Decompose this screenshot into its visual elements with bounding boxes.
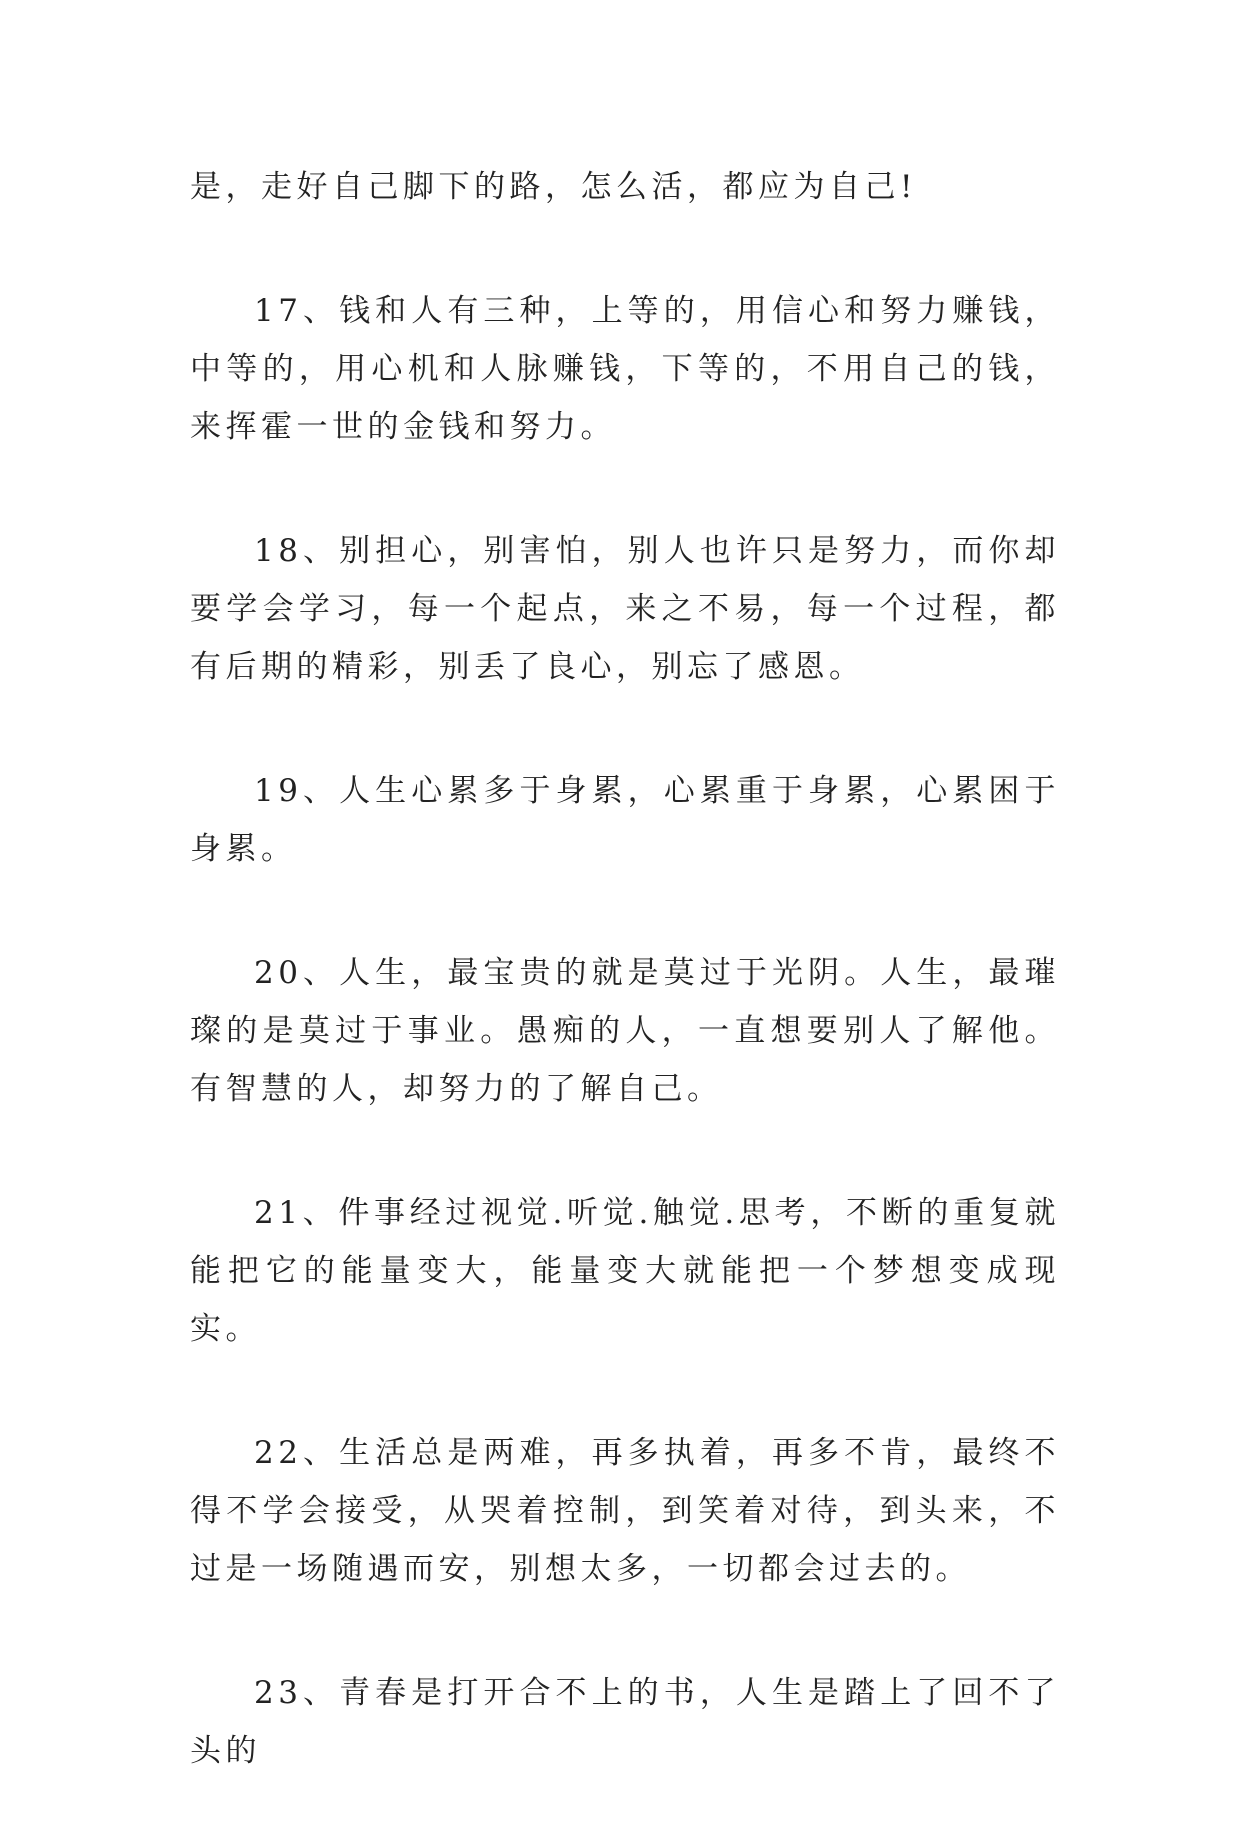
paragraph-21: 21、件事经过视觉.听觉.触觉.思考，不断的重复就能把它的能量变大，能量变大就能把一个梦想变成现实。: [190, 1195, 1060, 1347]
paragraph-17: 17、钱和人有三种，上等的，用信心和努力赚钱，中等的，用心机和人脉赚钱，下等的，不用自己的钱，来挥霍一世的金钱和努力。: [190, 293, 1060, 445]
paragraph-18: 18、别担心，别害怕，别人也许只是努力，而你却要学会学习，每一个起点，来之不易，每一个过程，都有后期的精彩，别丢了良心，别忘了感恩。: [190, 533, 1060, 685]
paragraph-20: 20、人生，最宝贵的就是莫过于光阴。人生，最璀璨的是莫过于事业。愚痴的人，一直想要别人了解他。有智慧的人，却努力的了解自己。: [190, 955, 1060, 1107]
paragraph-22: 22、生活总是两难，再多执着，再多不肯，最终不得不学会接受，从哭着控制，到笑着对待，到头来，不过是一场随遇而安，别想太多，一切都会过去的。: [190, 1435, 1060, 1587]
document-body: [190, 158, 1060, 1846]
paragraph-19: 19、人生心累多于身累，心累重于身累，心累困于身累。: [190, 773, 1060, 867]
paragraph-23: 23、青春是打开合不上的书，人生是踏上了回不了头的: [190, 1675, 1060, 1769]
paragraph-continuation: 是，走好自己脚下的路，怎么活，都应为自己!: [190, 169, 917, 205]
